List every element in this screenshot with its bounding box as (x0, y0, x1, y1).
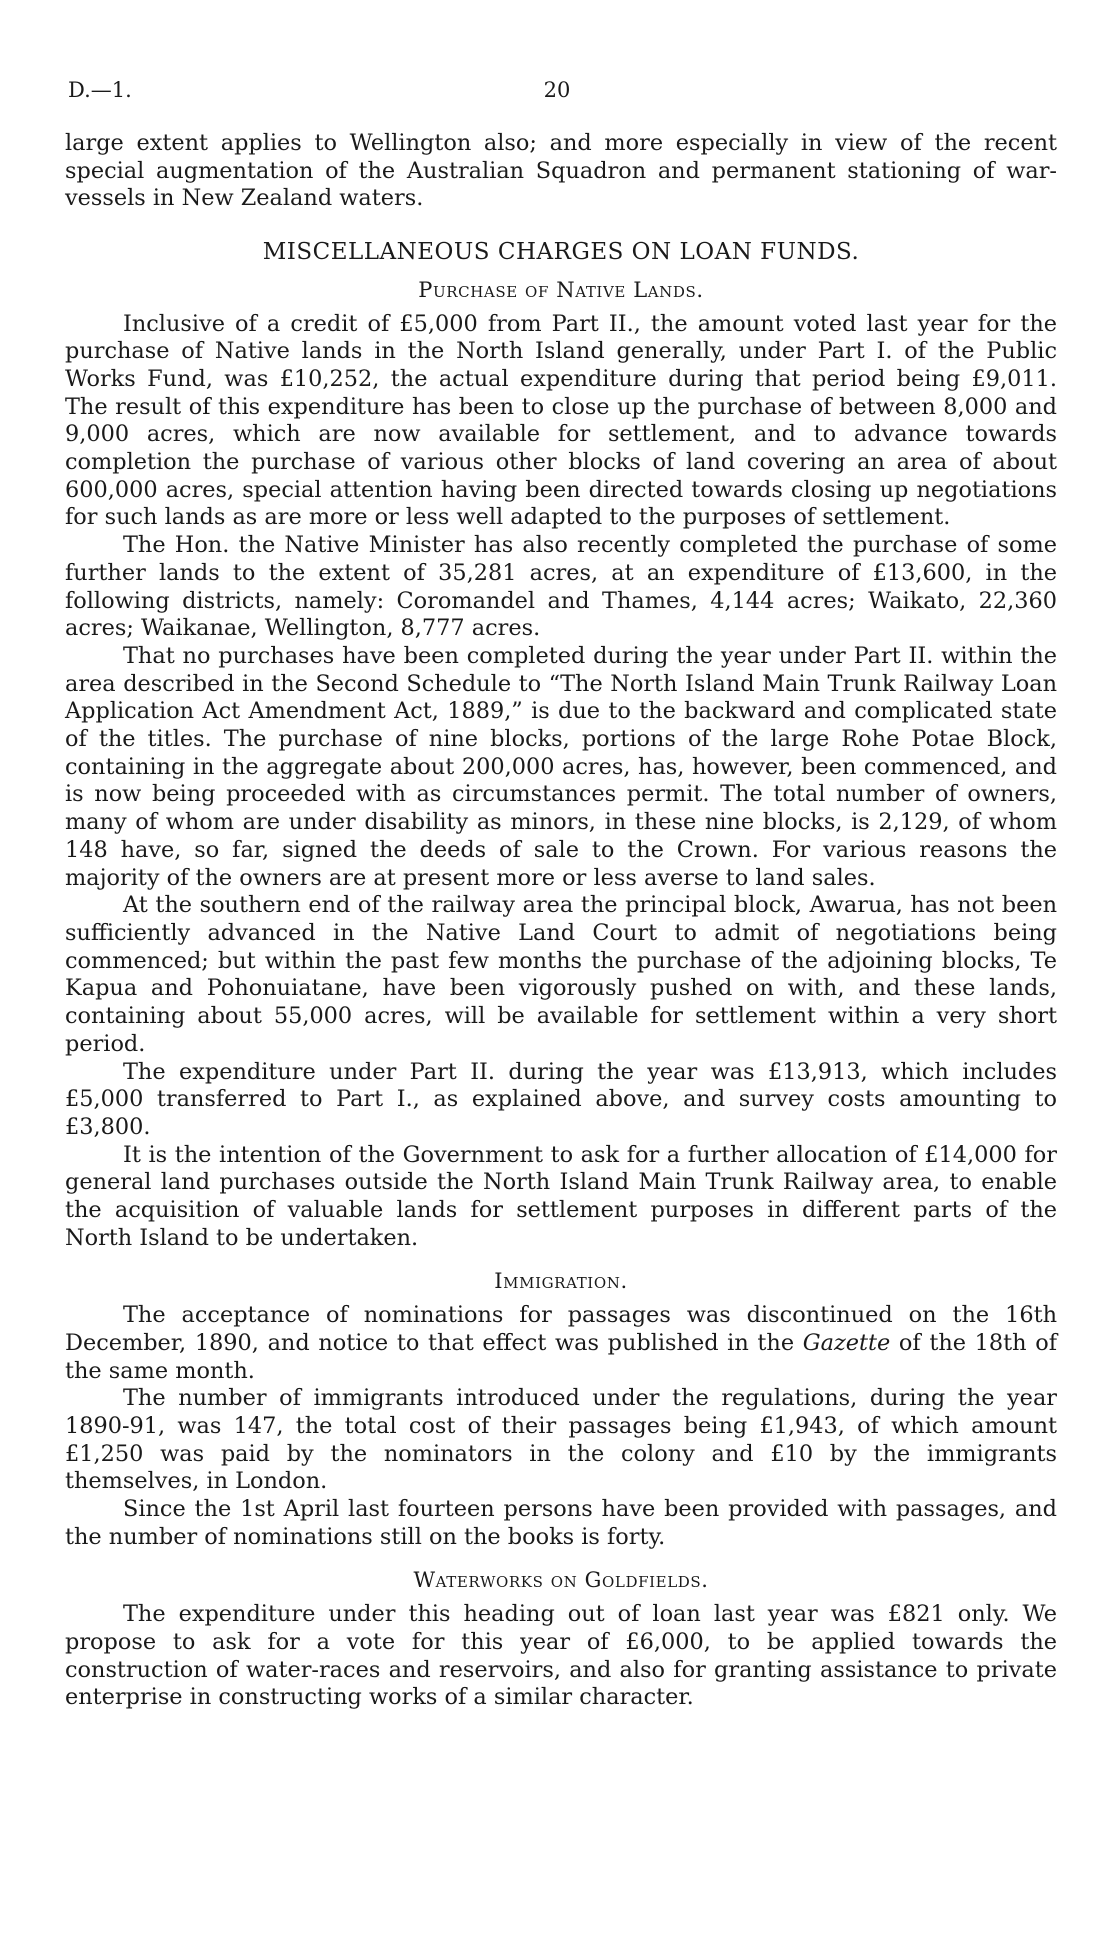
paragraph: The expenditure under Part II. during the year was £13,913, which includes £5,000 transferred to Part I., as explained above, and survey costs amounting to £3,800. (65, 1058, 1057, 1140)
document-reference: D.—1. (68, 78, 132, 102)
section-purchase-of-native-lands (65, 277, 1057, 1253)
paragraph: The number of immigrants introduced under the regulations, during the year 1890-91, was 147, the total cost of their passages being £1,943, of which amount £1,250 was paid by the nominators in the colony and £10 by the immigrants themselves, in London. (65, 1385, 1057, 1495)
subsection-heading-immigration: Immigration. (494, 1269, 628, 1294)
gazette-title: Gazette (802, 1329, 891, 1356)
paragraph: At the southern end of the railway area the principal block, Awarua, has not been sufficiently advanced in the Native Land Court to admit of negotiations being commenced; but within the past few months the purchase of the adjoining blocks, Te Kapua and Pohonuiatane, have been vigorously pushed on with, and these lands, containing about 55,000 acres, will be available for settlement within a very short period. (65, 892, 1057, 1057)
paragraph (65, 1302, 1057, 1385)
intro-paragraph: large extent applies to Wellington also; and more especially in view of the recent special augmentation of the Australian Squadron and permanent stationing of war-vessels in New Zealand waters. (65, 130, 1057, 212)
section-main-heading: MISCELLANEOUS CHARGES ON LOAN FUNDS. (262, 239, 860, 266)
subsection-heading-native-lands: Purchase of Native Lands. (418, 277, 704, 302)
paragraph: It is the intention of the Government to ask for a further allocation of £14,000 for general land purchases outside the North Island Main Trunk Railway area, to enable the acquisition of valuable lands for settlement purposes in different parts of the North Island to be undertaken. (65, 1141, 1057, 1251)
paragraph: Since the 1st April last fourteen persons have been provided with passages, and the number of nominations still on the books is forty. (65, 1496, 1057, 1550)
section-waterworks-on-goldfields (65, 1567, 1057, 1712)
paragraph: The expenditure under this heading out of loan last year was £821 only. We propose to ask for a vote for this year of £6,000, to be applied towards the construction of water-races and reservoirs, and also for granting assistance to private enterprise in constructing works of a similar character. (65, 1601, 1057, 1711)
document-body (65, 130, 1057, 1712)
paragraph-text: The acceptance of nominations for passages was discontinued on the 16th December, 1890, and notice to that effect was published in the (65, 1302, 1057, 1356)
subsection-heading-waterworks: Waterworks on Goldfields. (413, 1568, 709, 1593)
page-number: 20 (543, 78, 571, 102)
paragraph: That no purchases have been completed during the year under Part II. within the area described in the Second Schedule to “The North Island Main Trunk Railway Loan Application Act Amendment Act, 1889,” is due to the backward and complicated state of the titles. The purchase of nine blocks, portions of the large Rohe Potae Block, containing in the aggregate about 200,000 acres, has, however, been commenced, and is now being proceeded with as circumstances permit. The total number of owners, many of whom are under disability as minors, in these nine blocks, is 2,129, of whom 148 have, so far, signed the deeds of sale to the Crown. For various reasons the majority of the owners are at present more or less averse to land sales. (65, 642, 1057, 891)
paragraph: Inclusive of a credit of £5,000 from Part II., the amount voted last year for the purchase of Native lands in the North Island generally, under Part I. of the Public Works Fund, was £10,252, the actual expenditure during that period being £9,011. The result of this expenditure has been to close up the purchase of between 8,000 and 9,000 acres, which are now available for settlement, and to advance towards completion the purchase of various other blocks of land covering an area of about 600,000 acres, special attention having been directed towards closing up negotiations for such lands as are more or less well adapted to the purposes of settlement. (65, 310, 1057, 531)
running-header (68, 78, 1046, 108)
paragraph-text: of the 18th of the same month. (65, 1329, 1057, 1384)
paragraph: The Hon. the Native Minister has also recently completed the purchase of some further lands to the extent of 35,281 acres, at an expenditure of £13,600, in the following districts, namely: Coromandel and Thames, 4,144 acres; Waikato, 22,360 acres; Waikanae, Wellington, 8,777 acres. (65, 532, 1057, 642)
section-immigration (65, 1268, 1057, 1551)
